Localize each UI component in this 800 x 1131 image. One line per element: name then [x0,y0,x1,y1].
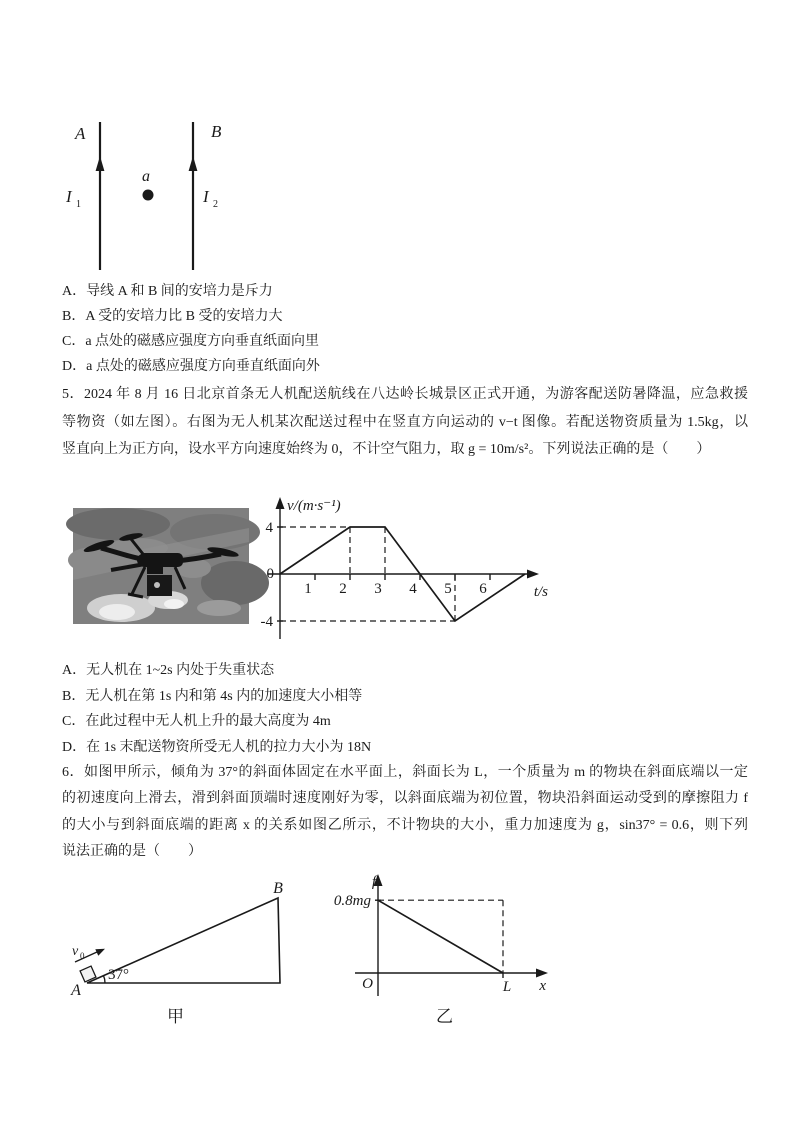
q4-option-b: B．A 受的安培力比 B 受的安培力大 [62,309,283,324]
drone-photo [73,508,249,624]
q5-stem-line-2: 等物资（如左图）。右图为无人机某次配送过程中在竖直方向运动的 v−t 图像。若配送物资质量为 1.5kg，以 [62,414,748,430]
wire-b-label: B [211,122,222,141]
q4-option-d: D．a 点处的磁感应强度方向垂直纸面向外 [62,359,320,374]
q5-option-c: C．在此过程中无人机上升的最大高度为 4m [62,714,331,730]
incline-figure [50,878,330,1003]
q6-stem-line-2: 的初速度向上滑去，滑到斜面顶端时速度刚好为零，以斜面底端为初位置，物块沿斜面运动受到的摩擦阻力 f [62,791,748,807]
wire-a-current-arrow [96,156,105,171]
current-2-subscript: 2 [213,199,218,210]
q5-option-a: A．无人机在 1~2s 内处于失重状态 [62,663,275,678]
v0-arrow-head [95,949,105,956]
fx-graph [335,866,563,1006]
v0-arrow-shaft [75,952,97,962]
q6-stem-line-1: 6．如图甲所示，倾角为 37°的斜面体固定在水平面上，斜面长为 L，一个质量为 m 的物块在斜面底端以一定 [62,765,748,780]
question-6-stem [62,760,748,865]
axis-arrow [536,969,548,978]
origin-label: 0 [266,566,274,582]
x-tick-label: 6 [479,581,487,597]
x-axis-label: x [539,978,546,994]
q5-stem-line-3: 竖直向上为正方向，设水平方向速度始终为 0，不计空气阻力，取 g = 10m/s²。下列说法正确的是（ ） [62,442,711,457]
y-tick-label: 4 [265,520,273,536]
angle-arc [104,976,106,983]
q6-stem-line-4: 说法正确的是（ ） [62,843,202,859]
vt-graph [250,488,560,653]
y-axis-label: v/(m·s⁻¹) [287,498,341,514]
q5-stem-line-1: 5．2024 年 8 月 16 日北京首条无人机配送航线在八达岭长城景区正式开通，为游客配送防暑降温，应急救援 [62,387,748,402]
wire-b-current-arrow [189,156,198,171]
incline-angle-label: 37° [108,967,129,983]
x-axis-label: t/s [533,584,548,600]
x-tick-label: 5 [444,581,452,597]
v0-subscript: 0 [80,951,85,961]
x-tick-label: L [502,979,512,995]
y-tick-label: -4 [260,614,273,630]
question-5-stem [62,381,748,464]
current-2-label: I [203,187,209,206]
question-4-options [62,279,320,379]
point-a-label: a [142,168,150,185]
y-tick-label: 0.8mg [333,893,371,910]
fx-graph-curve [378,900,503,973]
x-tick-label: 2 [339,581,347,597]
current-1-subscript: 1 [76,199,81,210]
incline-apex-label: B [273,880,283,897]
q4-option-a: A．导线 A 和 B 间的安培力是斥力 [62,284,273,299]
q6-stem-line-3: 的大小与到斜面底端的距离 x 的关系如图乙所示，不计物块的大小，重力加速度为 g，sin37° = 0.6，则下列 [62,817,748,833]
point-a-dot [143,190,154,201]
y-axis-label: f [371,874,376,890]
q4-option-c: C．a 点处的磁感应强度方向垂直纸面向里 [62,334,320,349]
current-1-label: I [66,187,72,206]
question-5-options [62,658,371,761]
axis-arrow [276,497,285,509]
incline-base-label: A [71,982,81,999]
x-tick-label: 4 [409,581,417,597]
axis-arrow [527,570,539,579]
origin-label: O [362,976,373,992]
x-tick-label: 1 [304,581,312,597]
wire-a-label: A [75,124,86,143]
figure-caption-jia: 甲 [167,1007,185,1026]
parallel-wires-figure [55,106,295,276]
x-tick-label: 3 [374,581,382,597]
v0-label: v [72,944,79,959]
q5-option-b: B．无人机在第 1s 内和第 4s 内的加速度大小相等 [62,688,363,704]
q5-option-d: D．在 1s 末配送物资所受无人机的拉力大小为 18N [62,740,372,756]
figure-caption-yi: 乙 [436,1007,454,1026]
